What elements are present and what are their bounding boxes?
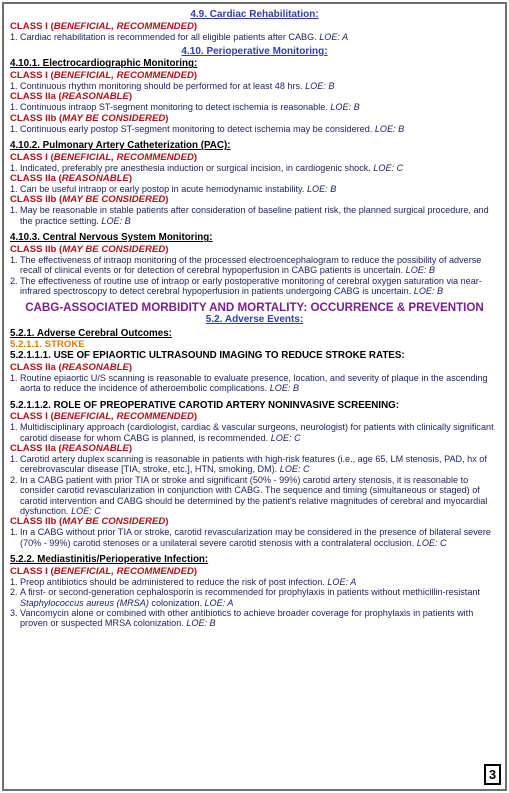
class-label: CLASS IIa (REASONABLE) xyxy=(10,361,133,373)
class-label: CLASS IIb (MAY BE CONSIDERED) xyxy=(10,194,169,206)
list-item: 2. A first- or second-generation cephalosporin is recommended for prophylaxis in patients without methicillin-resistant Staphylococcus aureus (MRSA) colonization. LOE: A xyxy=(10,587,480,608)
subsection-title-pac: 4.10.2. Pulmonary Artery Catheterization (PAC): xyxy=(10,140,231,152)
list-item: 1. Carotid artery duplex scanning is reasonable in patients with high-risk features (i.e., age 65, LM stenosis, PAD, hx of cerebrovascular disease [TIA, stroke, etc.], HTN, smoking, DM). LOE: C xyxy=(10,454,487,475)
chapter-title: CABG-ASSOCIATED MORBIDITY AND MORTALITY: OCCURRENCE & PREVENTION xyxy=(25,301,484,315)
document-page xyxy=(2,2,507,791)
subsection-title-epiaortic: 5.2.1.1.1. USE OF EPIAORTIC ULTRASOUND IMAGING TO REDUCE STROKE RATES: xyxy=(10,350,405,362)
subsection-title-carotid: 5.2.1.1.2. ROLE OF PREOPERATIVE CAROTID ARTERY NONINVASIVE SCREENING: xyxy=(10,399,400,411)
list-item: 1. Preop antibiotics should be administered to reduce the risk of post infection. LOE: A xyxy=(10,576,357,587)
class-label: CLASS I (BENEFICIAL, RECOMMENDED) xyxy=(10,20,198,32)
list-item: 1. Indicated, preferably pre anesthesia induction or surgical incision, in cardiogenic shock. LOE: C xyxy=(10,162,404,173)
class-label: CLASS IIb (MAY BE CONSIDERED) xyxy=(10,516,169,528)
list-item: 1. Continuous early postop ST-segment monitoring to detect ischemia may be considered. LOE: B xyxy=(10,123,405,134)
list-item: 1. May be reasonable in stable patients after consideration of baseline patient risk, the planned surgical procedure, and the practice setting. LOE: B xyxy=(10,205,489,226)
list-item: 1. In a CABG without prior TIA or stroke, carotid revascularization may be considered in the presence of bilateral severe (70% - 99%) carotid stenoses or a unilateral severe carotid stenosis with a contralateral occlusion. LOE: C xyxy=(10,527,491,548)
list-item: 2. The effectiveness of routine use of intraop or early postoperative monitoring of cerebral oxygen saturation via near-infrared spectroscopy to detect cerebral hypoperfusion in patients undergoing CABG is uncertain. LOE: B xyxy=(10,275,482,296)
list-item: 1. Can be useful intraop or early postop in acute hemodynamic instability. LOE: B xyxy=(10,184,337,195)
stroke-heading: 5.2.1.1. STROKE xyxy=(10,339,85,351)
list-item: 1. Routine epiaortic U/S scanning is reasonable to evaluate presence, location, and severity of plaque in the ascending aorta to reduce the incidence of atheroembolic complications. LOE: B xyxy=(10,372,488,394)
subsection-title-ecg: 4.10.1. Electrocardiographic Monitoring: xyxy=(10,58,198,70)
list-item: 1. Continuous rhythm monitoring should be performed for at least 48 hrs. LOE: B xyxy=(10,80,335,91)
class-label: CLASS IIa (REASONABLE) xyxy=(10,173,133,185)
section-title-cardiac-rehab: 4.9. Cardiac Rehabilitation: xyxy=(190,9,319,20)
section-title-adverse-events: 5.2. Adverse Events: xyxy=(205,314,304,326)
class-label: CLASS I (BENEFICIAL, RECOMMENDED) xyxy=(10,69,198,81)
list-item: 1. Cardiac rehabilitation is recommended for all eligible patients after CABG. LOE: A xyxy=(10,31,349,42)
list-item: 1. The effectiveness of intraop monitoring of the processed electroencephalogram to reduce the possibility of adverse recall of clinical events or for detection of cerebral hypoperfusion in CABG patients is uncertain. LOE: B xyxy=(10,254,482,276)
list-item: 3. Vancomycin alone or combined with other antibiotics to achieve broader coverage for prophylaxis in patients with proven or suspected MRSA colonization. LOE: B xyxy=(10,607,474,629)
class-label: CLASS I (BENEFICIAL, RECOMMENDED) xyxy=(10,411,198,423)
list-item: 1. Multidisciplinary approach (cardiologist, cardiac & vascular surgeons, neurologist) for patients with clinically significant carotid disease for whom CABG is planned, is recommended. LOE: C xyxy=(10,422,494,443)
class-label: CLASS IIb (MAY BE CONSIDERED) xyxy=(10,112,169,124)
subsection-title-cerebral: 5.2.1. Adverse Cerebral Outcomes: xyxy=(10,327,172,339)
class-label: CLASS I (BENEFICIAL, RECOMMENDED) xyxy=(10,151,198,163)
section-title-periop: 4.10. Perioperative Monitoring: xyxy=(181,45,328,57)
subsection-title-mediastinitis: 5.2.2. Mediastinitis/Perioperative Infection: xyxy=(10,554,209,566)
page-number-badge: 3 xyxy=(484,764,501,785)
list-item: 2. In a CABG patient with prior TIA or stroke and significant (50% - 99%) carotid artery stenosis, it is reasonable to consider carotid revascularization in conjunction with CABG. The sequence and timing (simultaneous or staged) of carotid intervention and CABG should be determined by the patient's relative magnitudes of cerebral and myocardial dysfunction. LOE: C xyxy=(10,474,488,517)
class-label: CLASS IIa (REASONABLE) xyxy=(10,443,133,454)
class-label: CLASS IIa (REASONABLE) xyxy=(10,91,133,103)
list-item: 1. Continuous intraop ST-segment monitoring to detect ischemia is reasonable. LOE: B xyxy=(10,102,360,113)
subsection-title-cns: 4.10.3. Central Nervous System Monitoring: xyxy=(10,232,213,244)
class-label: CLASS IIb (MAY BE CONSIDERED) xyxy=(10,243,169,255)
class-label: CLASS I (BENEFICIAL, RECOMMENDED) xyxy=(10,565,198,577)
